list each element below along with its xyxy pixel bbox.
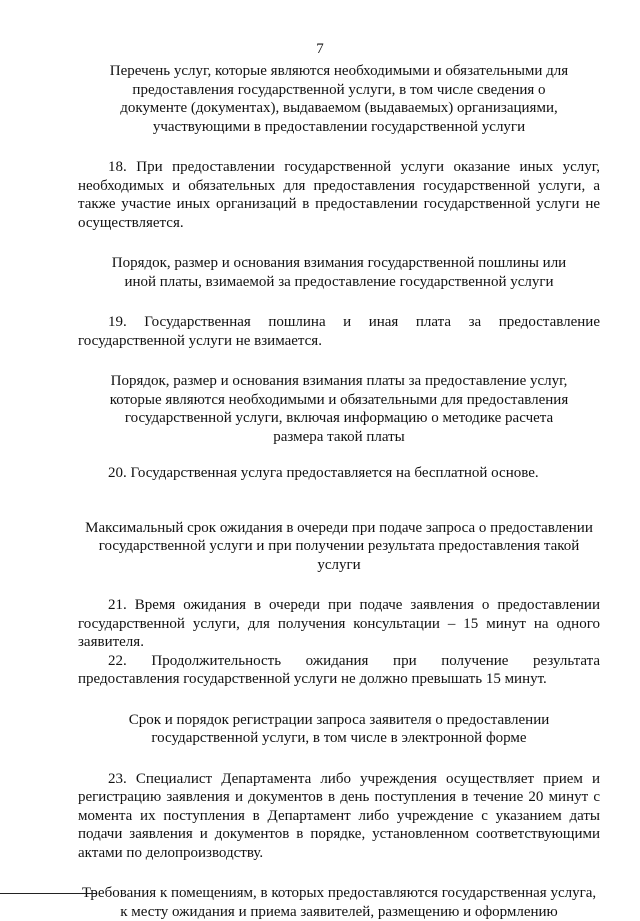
- page-number: 7: [316, 41, 324, 57]
- section-heading-fee-for-services: Порядок, размер и основания взимания платы за предоставление услуг, которые являются необходимыми и обязательными для предоставления государственной услуги, включая информацию о методике расчета размера такой платы: [109, 373, 569, 445]
- section-heading-queue-time: Максимальный срок ожидания в очереди при подаче запроса о предоставлении государственной услуги и при получении результата предоставления такой услуги: [85, 519, 593, 573]
- paragraph-22: 22. Продолжительность ожидания при получение результата предоставления государственной услуги не должно превышать 15 минут.: [78, 652, 600, 687]
- footer-rule: [0, 893, 96, 894]
- section-heading-state-fee: Порядок, размер и основания взимания государственной пошлины или иной платы, взимаемой за предоставление государственной услуги: [111, 255, 567, 290]
- paragraph-21: 21. Время ожидания в очереди при подаче заявления о предоставлении государственной услуги, для получения консультации – 15 минут на одного заявителя.: [78, 597, 600, 650]
- paragraph-19: 19. Государственная пошлина и иная плата за предоставление государственной услуги не взимается.: [78, 314, 600, 349]
- paragraph-23: 23. Специалист Департамента либо учреждения осуществляет прием и регистрацию заявления и документов в день поступления в течение 20 минут с момента их поступления в Департамент либо учреждение с указанием даты подачи заявления и документов в порядке, установленном соответствующими актами по делопроизводству.: [78, 770, 600, 861]
- paragraph-18: 18. При предоставлении государственной услуги оказание иных услуг, необходимых и обязательных для предоставления государственной услуги, а также участие иных организаций в предоставлении государственной услуги не осуществляется.: [78, 159, 600, 231]
- document-body: [78, 62, 600, 921]
- section-heading-registration: Срок и порядок регистрации запроса заявителя о предоставлении государственной услуги, в том числе в электронной форме: [128, 711, 550, 746]
- paragraph-20: 20. Государственная услуга предоставляется на бесплатной основе.: [108, 465, 539, 481]
- section-heading-services-list: Перечень услуг, которые являются необходимыми и обязательными для предоставления государственной услуги, в том числе сведения о документе (документах), выдаваемом (выдаваемых) организациями, участвующими в предоставлении государственной услуги: [109, 63, 569, 135]
- section-heading-premises-requirements: Требования к помещениям, в которых предоставляются государственная услуга, к месту ожидания и приема заявителей, размещению и оформлению: [81, 885, 597, 920]
